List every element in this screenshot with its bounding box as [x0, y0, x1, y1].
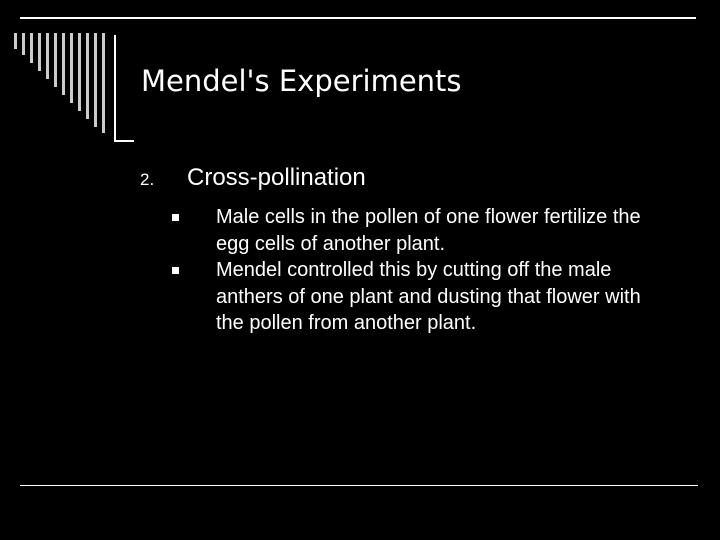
stripe — [70, 33, 73, 103]
bullet-item — [170, 204, 660, 257]
square-bullet-icon — [172, 214, 179, 221]
stripe — [102, 33, 105, 133]
bullet-list — [170, 204, 660, 337]
bullet-text: Male cells in the pollen of one flower fertilize the egg cells of another plant. — [216, 206, 641, 255]
stripe — [86, 33, 89, 119]
stripe — [54, 33, 57, 87]
bullet-item — [170, 257, 660, 337]
stripe — [62, 33, 65, 95]
stripe — [14, 33, 17, 49]
stripe — [78, 33, 81, 111]
stripe — [30, 33, 33, 63]
stripe — [46, 33, 49, 79]
stripe — [22, 33, 25, 55]
title-bracket — [114, 35, 134, 142]
stripe — [38, 33, 41, 71]
point-heading: Cross-pollination — [187, 164, 366, 191]
bottom-rule — [20, 485, 698, 486]
slide-title: Mendel's Experiments — [141, 64, 462, 98]
top-rule — [20, 17, 696, 19]
point-number: 2. — [140, 170, 155, 189]
square-bullet-icon — [172, 267, 179, 274]
bullet-text: Mendel controlled this by cutting off the male anthers of one plant and dusting that flower with the pollen from another plant. — [216, 259, 641, 334]
decorative-stripes — [14, 33, 114, 133]
stripe — [94, 33, 97, 127]
